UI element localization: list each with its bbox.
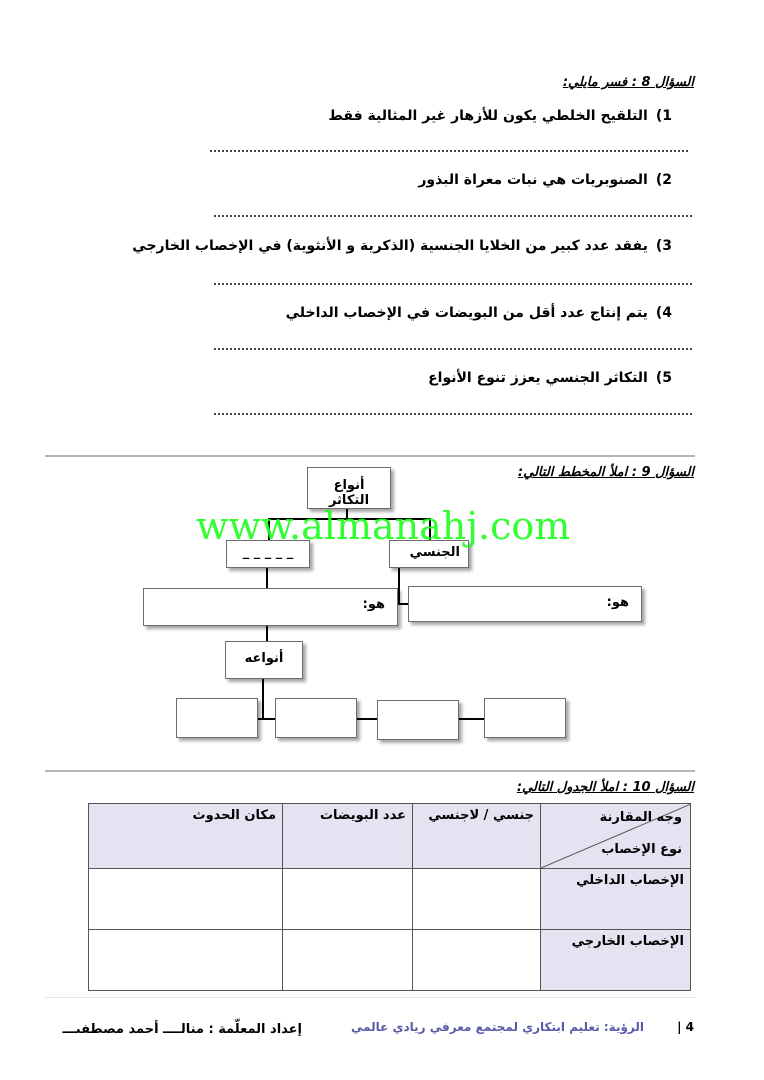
answer-line[interactable]	[214, 413, 692, 415]
types-box: أنواعه	[225, 641, 303, 679]
comparison-table	[88, 803, 691, 991]
root-box: أنواع التكاثر	[307, 467, 391, 509]
list-item: 2) الصنوبريات هي نبات معراة البذور	[418, 172, 672, 188]
q10-title: السؤال 10 : املأ الجدول التالي:	[516, 780, 694, 795]
answer-cell[interactable]	[283, 869, 413, 930]
q9-title: السؤال 9 : املأ المخطط التالي:	[517, 465, 694, 480]
footer-divider	[45, 997, 695, 998]
column-header: مكان الحدوث	[89, 804, 283, 869]
type-box-2[interactable]	[275, 698, 357, 738]
corner-cell: وجه المقارنة نوع الإخصاب	[541, 804, 691, 869]
answer-line[interactable]	[214, 348, 692, 350]
sexual-box: الجنسي	[389, 540, 469, 568]
column-header: جنسي / لاجنسي	[413, 804, 541, 869]
divider	[45, 455, 695, 457]
type-box-1[interactable]	[176, 698, 258, 738]
connector	[262, 679, 264, 719]
answer-line[interactable]	[214, 283, 692, 285]
page-number: 4 |	[677, 1020, 694, 1034]
row-header: الإخصاب الخارجي	[541, 930, 691, 991]
answer-line[interactable]	[210, 150, 688, 152]
blank-box[interactable]: _ _ _ _ _	[226, 540, 310, 568]
answer-cell[interactable]	[89, 869, 283, 930]
vision-text: الرؤية: تعليم ابتكاري لمجتمع معرفي ريادي عالمي	[350, 1020, 644, 1034]
answer-cell[interactable]	[413, 930, 541, 991]
list-item: 3) يفقد عدد كبير من الخلايا الجنسية (الذكرية و الأنثوية) في الإخصاب الخارجي	[132, 238, 672, 254]
q8-title: السؤال 8 : فسر مايلي:	[562, 75, 694, 90]
divider	[45, 770, 695, 772]
connector	[266, 626, 268, 642]
author-text: إعداد المعلّمة : منالــــ أحمد مصطفىـــ	[62, 1022, 302, 1037]
definition-box-right[interactable]: هو:	[408, 586, 642, 622]
list-item: 1) التلقيح الخلطي يكون للأزهار غير المثالية فقط	[328, 108, 672, 124]
watermark: www.almanahj.com	[196, 504, 571, 548]
column-header: عدد البويضات	[283, 804, 413, 869]
type-box-3[interactable]	[377, 700, 459, 740]
definition-box-left[interactable]: هو:	[143, 588, 398, 626]
connector	[398, 603, 408, 605]
type-box-4[interactable]	[484, 698, 566, 738]
answer-cell[interactable]	[283, 930, 413, 991]
table-row	[89, 930, 691, 991]
answer-line[interactable]	[214, 215, 692, 217]
connector	[266, 568, 268, 588]
list-item: 4) يتم إنتاج عدد أقل من البويضات في الإخصاب الداخلي	[285, 305, 672, 321]
table-row	[89, 869, 691, 930]
connector	[398, 568, 400, 604]
list-item: 5) التكاثر الجنسي يعزز تنوع الأنواع	[428, 370, 672, 386]
answer-cell[interactable]	[413, 869, 541, 930]
answer-cell[interactable]	[89, 930, 283, 991]
table-row	[89, 804, 691, 869]
row-header: الإخصاب الداخلي	[541, 869, 691, 930]
